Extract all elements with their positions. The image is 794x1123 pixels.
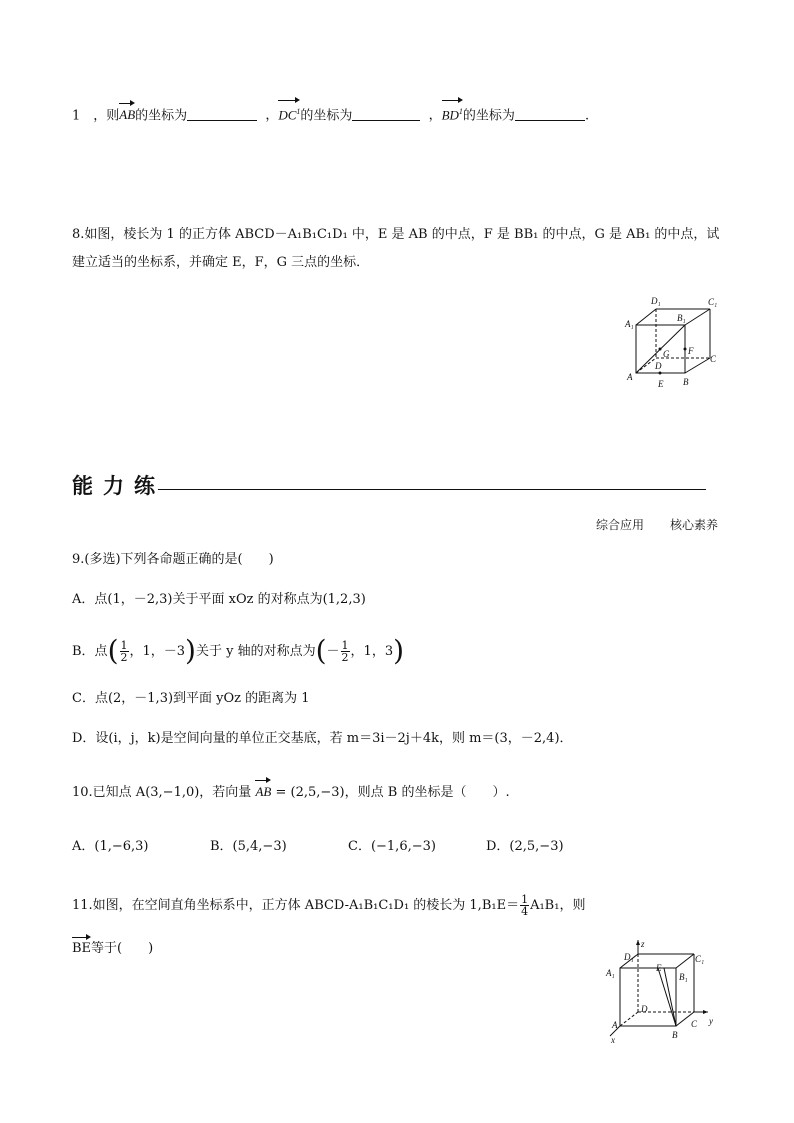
vector-ab-q10: AB — [255, 784, 272, 799]
q10-option-b[interactable]: B．(5,4,−3) — [210, 839, 287, 854]
label-g: G — [663, 349, 670, 359]
fraction-half-2: $\frac{1}{2}$ — [341, 639, 349, 664]
section-tag-2: 核心素养 — [670, 518, 719, 532]
q9-stem: 9.(多选)下列各命题正确的是( ) — [72, 552, 274, 567]
q7-end: . — [584, 108, 590, 124]
answer-blank-3[interactable] — [515, 108, 585, 121]
answer-blank-2[interactable] — [352, 108, 420, 121]
label-d1: D₁ — [651, 296, 661, 306]
label-d: D — [655, 361, 662, 371]
q7-text-2: 的坐标为 — [300, 108, 353, 124]
label-a-fig2: A — [612, 1020, 618, 1030]
q10-stem-pre: 10.已知点 A(3,−1,0)，若向量 — [72, 785, 252, 800]
q7-sep-2: ， — [428, 108, 442, 124]
paren-close-2: ) — [393, 634, 405, 667]
fraction-quarter: $\frac{1}{4}$ — [521, 893, 529, 918]
section-title: 能力练 — [72, 474, 165, 498]
label-c: C — [710, 354, 717, 364]
paren-open: ( — [107, 634, 119, 667]
cube-figure-2 — [598, 936, 728, 1046]
q7-sep-1: ， — [265, 108, 279, 124]
q11-text-post: A₁B₁，则 — [530, 898, 586, 913]
paren-open-2: ( — [315, 634, 327, 667]
label-y: y — [709, 1016, 713, 1026]
label-e: E — [658, 379, 664, 389]
q7-text-1: 的坐标为 — [135, 108, 188, 124]
q9-b-prefix: B．点 — [72, 644, 108, 659]
q11-text-end: 等于( ) — [91, 941, 154, 956]
label-b1-fig2: B₁ — [679, 972, 688, 982]
q9-b-coords-2: ，1，3 — [350, 644, 394, 659]
q10-stem-post: = (2,5,−3)，则点 B 的坐标是（ ）. — [275, 785, 510, 800]
q10-option-a[interactable]: A．(1,−6,3) — [72, 839, 149, 854]
label-b-fig2: B — [672, 1030, 678, 1040]
label-a: A — [627, 372, 633, 382]
q10-stem — [72, 783, 510, 802]
q10-option-d[interactable]: D．(2,5,−3) — [486, 839, 564, 854]
q9-option-c[interactable]: C．点(2，－1,3)到平面 yOz 的距离为 1 — [72, 691, 310, 706]
label-c-fig2: C — [691, 1019, 698, 1029]
q11-line-1 — [72, 894, 585, 917]
q7-start: 1 ，则 — [72, 108, 120, 124]
vector-dc1: $DC^1$ — [278, 103, 300, 124]
label-a1-fig2: A₁ — [606, 968, 615, 978]
answer-blank-1[interactable] — [187, 108, 257, 121]
label-d1-fig2: D₁ — [624, 952, 634, 962]
label-x: x — [611, 1035, 615, 1045]
q9-option-d[interactable]: D．设(i，j，k)是空间向量的单位正交基底，若 m＝3i－2j＋4k，则 m＝(3，－2,4)． — [72, 731, 573, 746]
label-f: F — [688, 346, 694, 356]
cube-figure-1 — [620, 292, 730, 392]
q9-b-neg: － — [326, 644, 340, 659]
q11-line-2 — [72, 940, 153, 958]
fraction-half: $\frac{1}{2}$ — [120, 639, 128, 664]
label-e-fig2: E — [656, 963, 662, 973]
vector-ab: AB — [119, 107, 136, 123]
q7-answer-line — [72, 103, 589, 125]
section-tag-1: 综合应用 — [596, 518, 645, 532]
q10-option-c[interactable]: C．(−1,6,−3) — [348, 839, 436, 854]
label-a1: A₁ — [625, 319, 634, 329]
label-c1: C₁ — [708, 297, 718, 307]
paren-close: ) — [185, 634, 196, 667]
q8-line-2: 建立适当的坐标系，并确定 E，F，G 三点的坐标． — [72, 255, 370, 270]
label-c1-fig2: C₁ — [695, 954, 705, 964]
label-b: B — [683, 377, 689, 387]
label-b1: B₁ — [677, 313, 686, 323]
q9-option-b[interactable] — [72, 634, 405, 667]
label-z: z — [641, 939, 645, 949]
q9-option-a[interactable]: A．点(1，－2,3)关于平面 xOz 的对称点为(1,2,3) — [72, 592, 366, 607]
section-divider — [158, 489, 706, 490]
label-d-fig2: D — [641, 1004, 648, 1014]
vector-be: BE — [72, 941, 92, 956]
q7-text-3: 的坐标为 — [462, 108, 515, 124]
q9-b-coords-1: ，1，－3 — [129, 644, 186, 659]
q11-text-pre: 11.如图，在空间直角坐标系中，正方体 ABCD-A₁B₁C₁D₁ 的棱长为 1,B₁E＝ — [72, 898, 520, 913]
vector-bd1: $BD^1$ — [442, 103, 463, 124]
q9-b-middle: 关于 y 轴的对称点为 — [195, 644, 316, 659]
q8-line-1: 8.如图，棱长为 1 的正方体 ABCD－A₁B₁C₁D₁ 中，E 是 AB 的中点，F 是 BB₁ 的中点，G 是 AB₁ 的中点，试 — [72, 227, 720, 242]
